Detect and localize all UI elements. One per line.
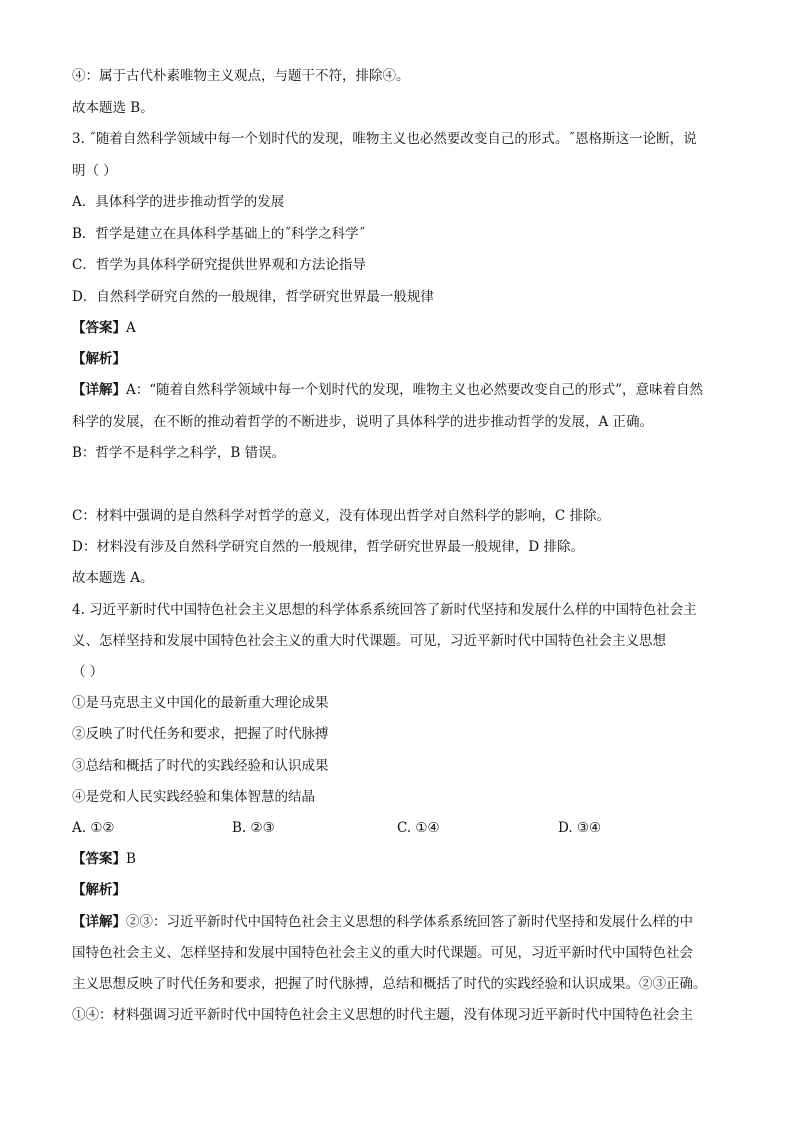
- q3-stem-line-1: 3. ˝随着自然科学领域中每一个划时代的发现，唯物主义也必然要改变自己的形式。˝恩格斯这一论断，说: [72, 131, 697, 147]
- q4-item-1: ①是马克思主义中国化的最新重大理论成果: [72, 695, 329, 711]
- detail-tag: 【详解】: [72, 382, 126, 398]
- q4-item-2: ②反映了时代任务和要求，把握了时代脉搏: [72, 726, 329, 742]
- q4-analysis-heading: [72, 880, 732, 900]
- q3-analysis-heading: [72, 349, 732, 369]
- q4-option-a: A. ①②: [72, 820, 115, 836]
- q4-stem-line-2: 义、怎样坚持和发展中国特色社会主义的重大时代课题。可见，习近平新时代中国特色社会主义思想: [72, 633, 666, 649]
- q4-option-c: C. ①④: [397, 820, 440, 836]
- q3-conclusion: 故本题选 A。: [72, 570, 154, 586]
- q4-detail-line-3: 主义思想反映了时代任务和要求，把握了时代脉搏，总结和概括了时代的实践经验和认识成果。②③正确。: [72, 976, 707, 992]
- q3-detail-line-1: [72, 380, 732, 400]
- detail-tag: 【详解】: [72, 914, 126, 930]
- q3-option-b: B．哲学是建立在具体科学基础上的˝科学之科学˝: [72, 226, 366, 242]
- q3-stem-line-2: 明（ ）: [72, 163, 117, 179]
- q3-detail-line-3: B：哲学不是科学之科学，B 错误。: [72, 445, 286, 461]
- q4-detail-line-4: ①④：材料强调习近平新时代中国特色社会主义思想的时代主题，没有体现习近平新时代中国特色社会主: [72, 1007, 693, 1023]
- q2-conclusion: 故本题选 B。: [72, 100, 154, 116]
- analysis-tag: 【解析】: [72, 351, 126, 367]
- q4-detail-line-1: [72, 912, 732, 932]
- q3-option-a: A．具体科学的进步推动哲学的发展: [72, 194, 285, 210]
- q3-detail-line-5: D：材料没有涉及自然科学研究自然的一般规律，哲学研究世界最一般规律，D 排除。: [72, 539, 584, 555]
- q4-item-4: ④是党和人民实践经验和集体智慧的结晶: [72, 789, 315, 805]
- q4-stem-line-1: 4. 习近平新时代中国特色社会主义思想的科学体系系统回答了新时代坚持和发展什么样的中国特色社会主: [72, 602, 697, 618]
- q4-option-b: B. ②③: [232, 820, 275, 836]
- detail-text: ②③：习近平新时代中国特色社会主义思想的科学体系系统回答了新时代坚持和发展什么样的中: [126, 914, 693, 930]
- analysis-tag: 【解析】: [72, 882, 126, 898]
- answer-value: A: [126, 320, 136, 336]
- q3-option-c: C．哲学为具体科学研究提供世界观和方法论指导: [72, 257, 366, 273]
- answer-value: B: [126, 851, 136, 867]
- q2-tail-line: ④：属于古代朴素唯物主义观点，与题干不符，排除④。: [72, 68, 410, 84]
- q4-detail-line-2: 国特色社会主义、怎样坚持和发展中国特色社会主义的重大时代课题。可见，习近平新时代中国特色社会: [72, 945, 693, 961]
- q3-option-d: D．自然科学研究自然的一般规律，哲学研究世界最一般规律: [72, 289, 434, 305]
- q3-detail-line-4: C：材料中强调的是自然科学对哲学的意义，没有体现出哲学对自然科学的影响，C 排除。: [72, 508, 610, 524]
- answer-tag: 【答案】: [72, 320, 126, 336]
- q4-option-d: D. ③④: [558, 820, 602, 836]
- q4-item-3: ③总结和概括了时代的实践经验和认识成果: [72, 758, 329, 774]
- q3-answer: [72, 318, 732, 338]
- answer-tag: 【答案】: [72, 851, 126, 867]
- q4-stem-line-3: （ ）: [72, 664, 104, 680]
- q3-detail-line-2: 科学的发展，在不断的推动着哲学的不断进步，说明了具体科学的进步推动哲学的发展，A 正确。: [72, 414, 654, 430]
- q4-answer: [72, 849, 732, 869]
- detail-text: A：“随着自然科学领域中每一个划时代的发现，唯物主义也必然要改变自己的形式”，意味着自然: [126, 382, 704, 398]
